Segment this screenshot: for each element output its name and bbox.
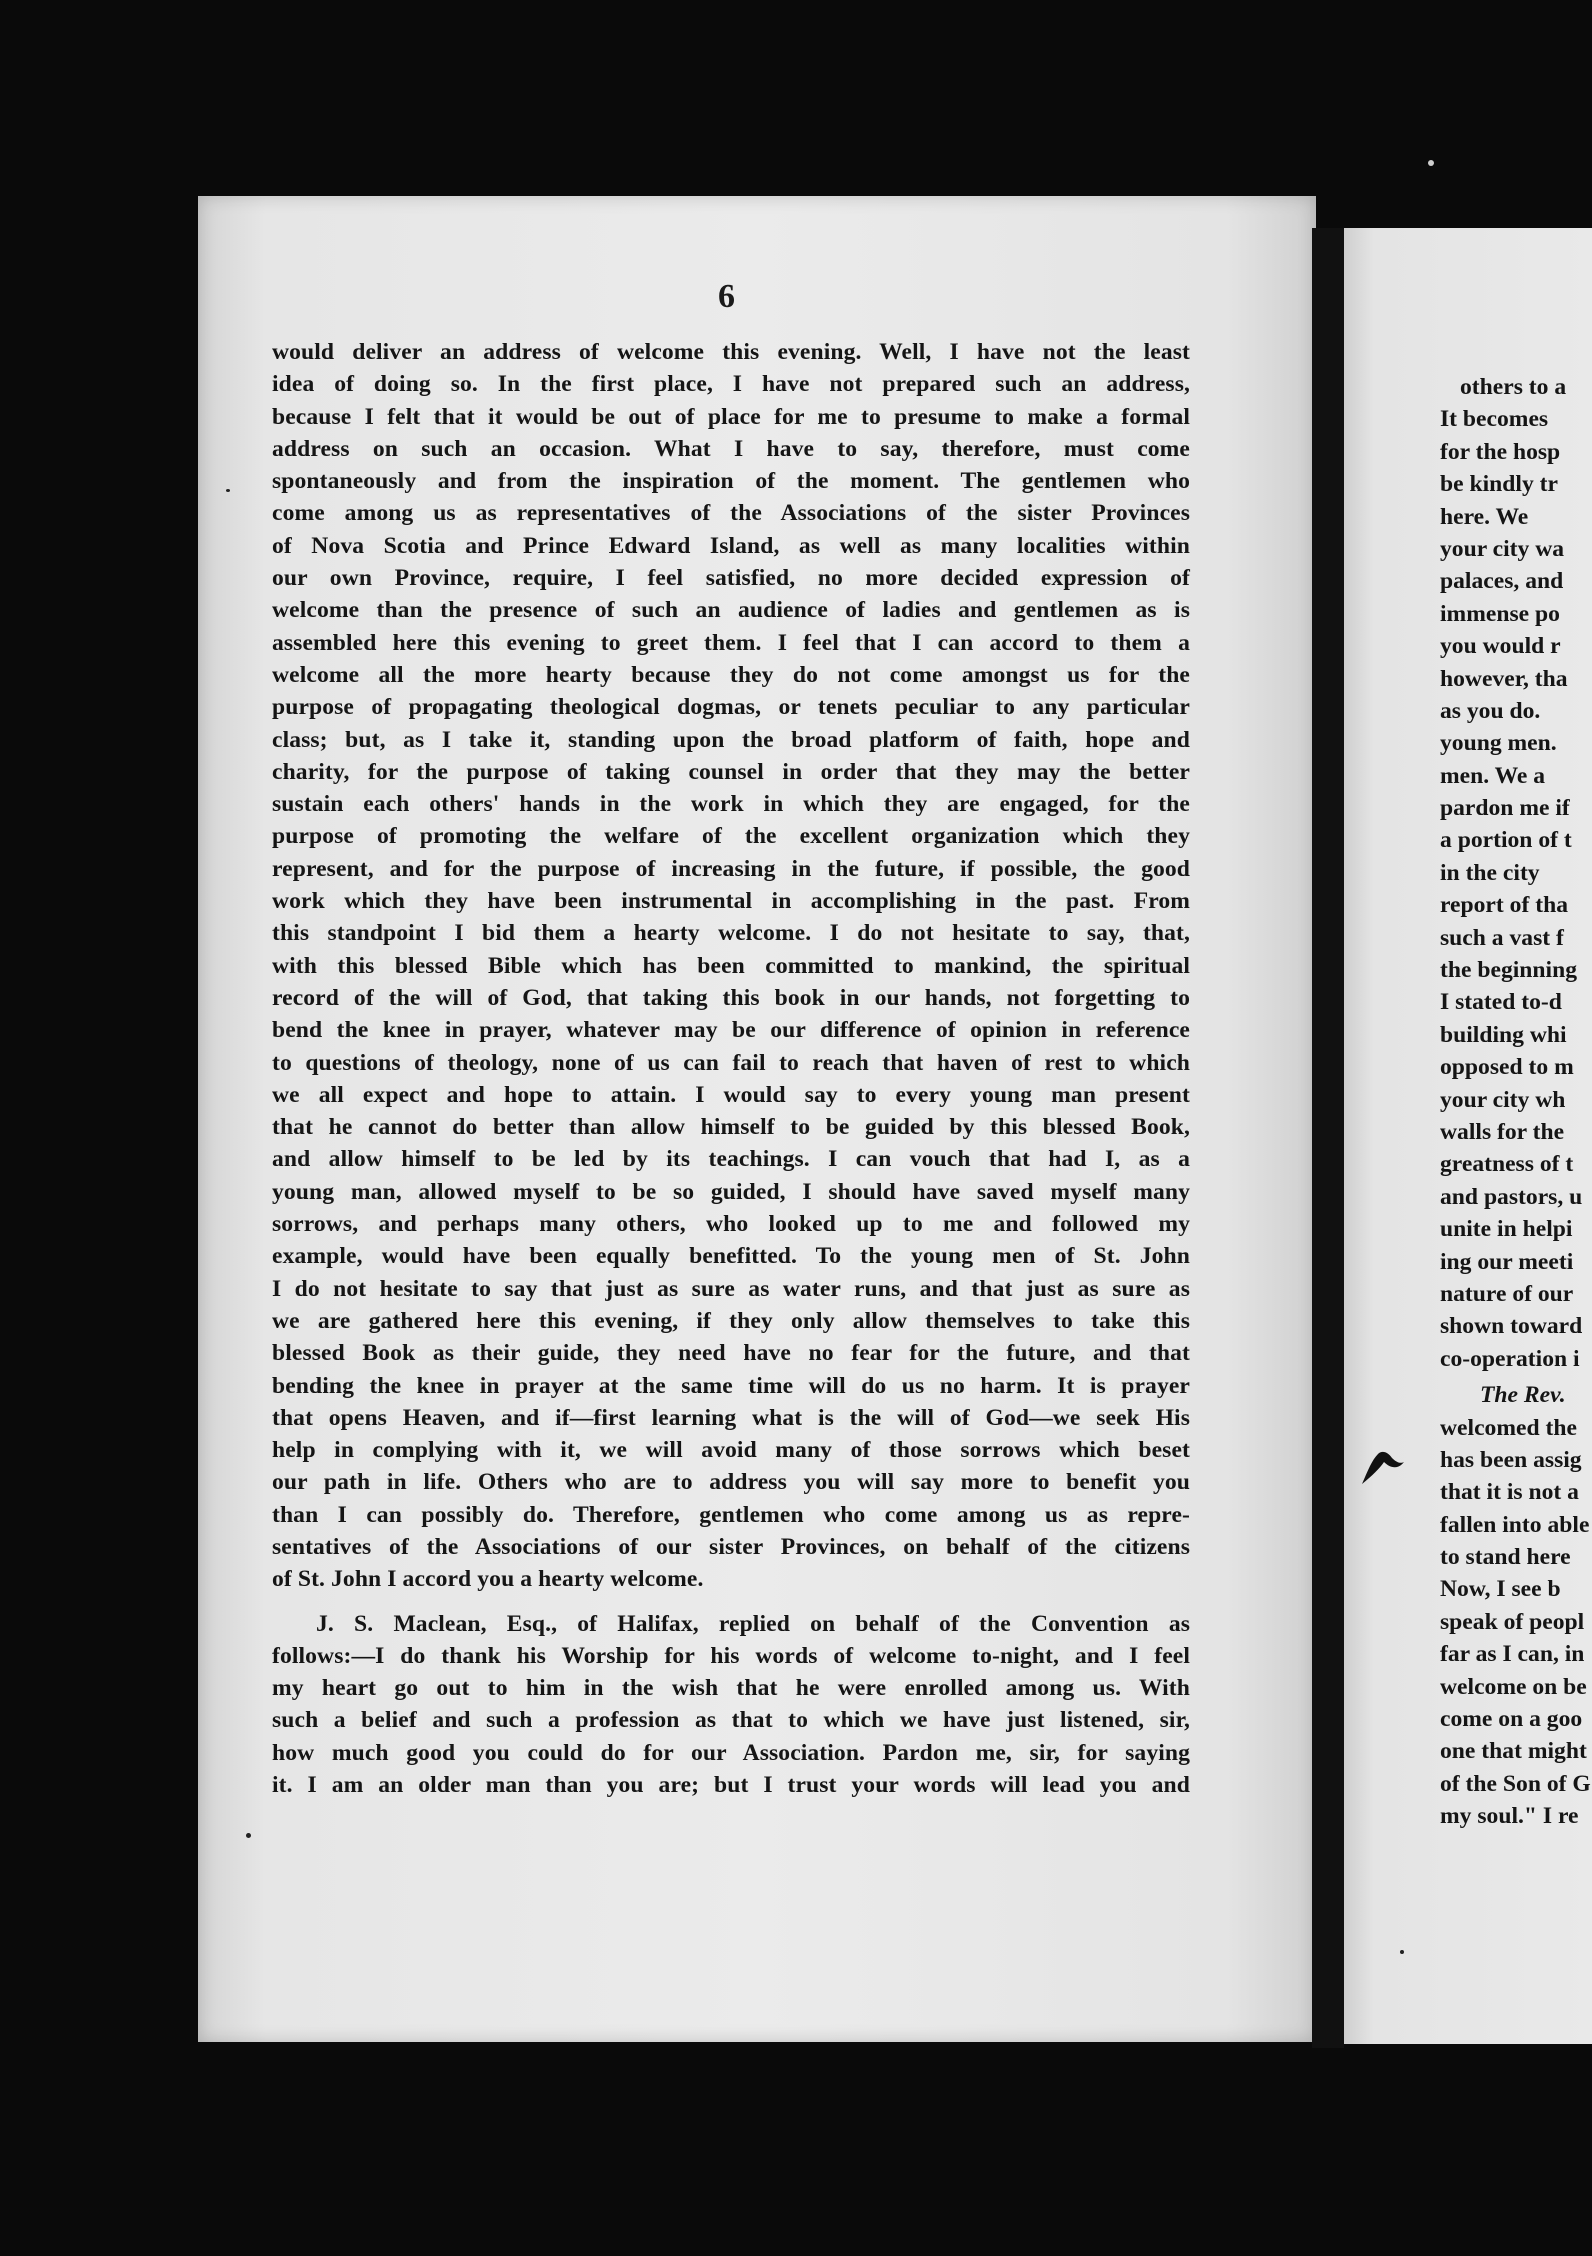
speck-mark (1428, 160, 1434, 166)
text-line: purpose of promoting the welfare of the excellent organization which they (272, 823, 1190, 850)
right-text-line: and pastors, u (1440, 1183, 1583, 1210)
ink-speck (1400, 1950, 1404, 1954)
right-text-line: come on a goo (1440, 1706, 1583, 1733)
right-text-line: speak of peopl (1440, 1608, 1585, 1635)
right-text-line: palaces, and (1440, 568, 1564, 595)
text-line: our path in life. Others who are to address you will say more to benefit you (272, 1469, 1190, 1496)
right-text-line: to stand here (1440, 1544, 1571, 1571)
reply-line: such a belief and such a profession as that to which we have just listened, sir, (272, 1707, 1190, 1734)
reply-line: it. I am an older man than you are; but I trust your words will lead you and (272, 1772, 1190, 1799)
right-text-line: here. We (1440, 503, 1529, 530)
right-text-line: Now, I see b (1440, 1576, 1561, 1603)
right-text-line: co-operation i (1440, 1345, 1580, 1372)
text-line: of St. John I accord you a hearty welcome. (272, 1566, 704, 1593)
left-page-body (272, 336, 1190, 1801)
right-text-line: welcome on be (1440, 1673, 1587, 1700)
right-text-line: shown toward (1440, 1313, 1583, 1340)
right-text-line: walls for the (1440, 1118, 1565, 1145)
paragraph-gap (272, 1596, 1190, 1608)
right-text-line: your city wh (1440, 1086, 1566, 1113)
text-line: of Nova Scotia and Prince Edward Island, as well as many localities within (272, 532, 1190, 559)
right-text-line: others to a (1460, 374, 1567, 400)
text-line: that opens Heaven, and if—first learning what is the will of God—we seek His (272, 1404, 1190, 1431)
right-text-line: It becomes (1440, 406, 1549, 433)
right-text-line: your city wa (1440, 535, 1565, 562)
text-line: this standpoint I bid them a hearty welcome. I do not hesitate to say, that, (272, 920, 1190, 947)
text-line: I do not hesitate to say that just as sure as water runs, and that just as sure as (272, 1275, 1190, 1302)
right-text-line: as you do. (1440, 697, 1541, 724)
text-line: to questions of theology, none of us can fail to reach that haven of rest to which (272, 1049, 1190, 1076)
text-line: welcome than the presence of such an audience of ladies and gentlemen as is (272, 597, 1190, 624)
text-line: we all expect and hope to attain. I would say to every young man present (272, 1081, 1190, 1108)
right-text-line: report of tha (1440, 892, 1568, 919)
bird-mark-icon (1358, 1440, 1406, 1488)
text-line: would deliver an address of welcome this evening. Well, I have not the least (272, 339, 1190, 365)
right-text-line: for the hosp (1440, 438, 1561, 465)
text-line: sustain each others' hands in the work in which they are engaged, for the (272, 791, 1190, 818)
text-line: bend the knee in prayer, whatever may be our difference of opinion in reference (272, 1017, 1190, 1044)
right-text-line: of the Son of G (1440, 1770, 1591, 1797)
text-line: our own Province, require, I feel satisfied, no more decided expression of (272, 565, 1190, 592)
right-text-line: unite in helpi (1440, 1216, 1573, 1243)
right-text-line: pardon me if (1440, 795, 1570, 822)
right-text-line: far as I can, in (1440, 1641, 1585, 1668)
text-line: purpose of propagating theological dogmas, or tenets peculiar to any particular (272, 694, 1190, 721)
right-text-line: The Rev. (1480, 1382, 1566, 1409)
text-line: welcome all the more hearty because they do not come amongst us for the (272, 661, 1190, 688)
text-line: represent, and for the purpose of increasing in the future, if possible, the good (272, 855, 1190, 882)
page-number: 6 (718, 278, 735, 315)
text-line: than I can possibly do. Therefore, gentlemen who come among us as repre- (272, 1501, 1190, 1528)
right-page-body (1440, 371, 1592, 1833)
right-text-line: fallen into able (1440, 1511, 1590, 1538)
right-text-line: opposed to m (1440, 1054, 1574, 1081)
reply-line: how much good you could do for our Association. Pardon me, sir, for saying (272, 1739, 1190, 1766)
text-line: example, would have been equally benefitted. To the young men of St. John (272, 1243, 1190, 1270)
text-line: young man, allowed myself to be so guided, I should have saved myself many (272, 1178, 1190, 1205)
right-text-line: building whi (1440, 1021, 1567, 1048)
reply-line: J. S. Maclean, Esq., of Halifax, replied on behalf of the Convention as (316, 1610, 1190, 1637)
text-line: bending the knee in prayer at the same time will do us no harm. It is prayer (272, 1372, 1190, 1399)
text-line: idea of doing so. In the first place, I have not prepared such an address, (272, 371, 1190, 398)
text-line: we are gathered here this evening, if they only allow themselves to take this (272, 1307, 1190, 1334)
reply-line: follows:—I do thank his Worship for his words of welcome to-night, and I feel (272, 1642, 1190, 1669)
right-text-line: young men. (1440, 730, 1557, 757)
text-line: sorrows, and perhaps many others, who looked up to me and followed my (272, 1211, 1190, 1238)
text-line: record of the will of God, that taking this book in our hands, not forgetting to (272, 984, 1190, 1011)
text-line: help in complying with it, we will avoid many of those sorrows which beset (272, 1437, 1190, 1464)
ink-speck (226, 489, 230, 492)
right-text-line: immense po (1440, 600, 1560, 627)
text-line: address on such an occasion. What I have to say, therefore, must come (272, 435, 1190, 462)
right-text-line: in the city (1440, 859, 1540, 886)
right-text-line: a portion of t (1440, 827, 1572, 854)
text-line: spontaneously and from the inspiration of the moment. The gentlemen who (272, 468, 1190, 495)
text-line: work which they have been instrumental in accomplishing in the past. From (272, 888, 1190, 915)
text-line: class; but, as I take it, standing upon the broad platform of faith, hope and (272, 726, 1190, 753)
right-text-line: ing our meeti (1440, 1248, 1574, 1275)
right-text-line: you would r (1440, 633, 1561, 660)
text-line: assembled here this evening to greet them. I feel that I can accord to them a (272, 629, 1190, 656)
text-line: charity, for the purpose of taking counsel in order that they may the better (272, 758, 1190, 785)
right-text-line: men. We a (1440, 762, 1546, 789)
right-text-line: such a vast f (1440, 924, 1564, 951)
right-text-line: I stated to-d (1440, 989, 1562, 1016)
right-text-line: has been assig (1440, 1446, 1582, 1473)
text-line: come among us as representatives of the Associations of the sister Provinces (272, 500, 1190, 527)
text-line: with this blessed Bible which has been committed to mankind, the spiritual (272, 952, 1190, 979)
right-text-line: nature of our (1440, 1280, 1574, 1307)
text-line: that he cannot do better than allow himself to be guided by this blessed Book, (272, 1114, 1190, 1141)
right-text-line: be kindly tr (1440, 471, 1558, 498)
right-text-line: that it is not a (1440, 1479, 1579, 1506)
text-line: because I felt that it would be out of place for me to presume to make a formal (272, 403, 1190, 430)
right-text-line: my soul." I re (1440, 1803, 1579, 1830)
right-text-line: one that might (1440, 1738, 1587, 1765)
ink-speck (246, 1833, 251, 1838)
right-text-line: however, tha (1440, 665, 1568, 692)
text-line: and allow himself to be led by its teachings. I can vouch that had I, as a (272, 1146, 1190, 1173)
text-line: blessed Book as their guide, they need have no fear for the future, and that (272, 1340, 1190, 1367)
book-gutter (1312, 228, 1344, 2048)
right-text-line: the beginning (1440, 957, 1578, 984)
text-line: sentatives of the Associations of our sister Provinces, on behalf of the citizens (272, 1533, 1190, 1560)
right-text-line: greatness of t (1440, 1151, 1574, 1178)
reply-line: my heart go out to him in the wish that he were enrolled among us. With (272, 1675, 1190, 1702)
right-text-line: welcomed the (1440, 1414, 1577, 1441)
